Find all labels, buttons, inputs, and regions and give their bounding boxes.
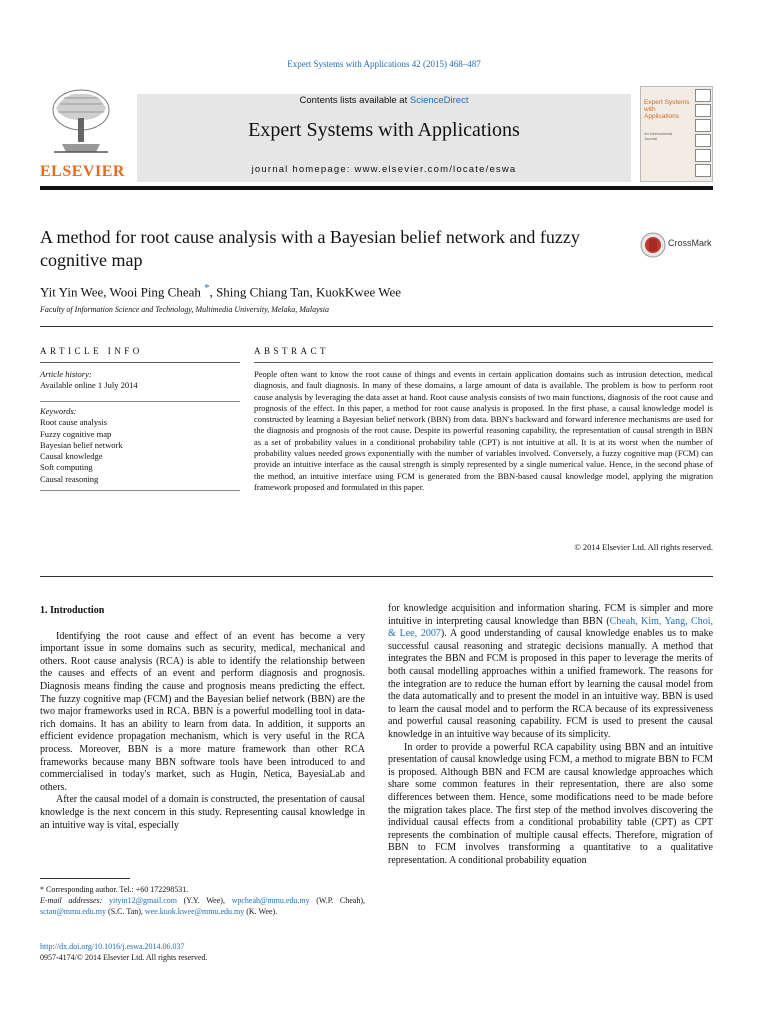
body-column-right: [388, 603, 713, 867]
body-paragraph: In order to provide a powerful RCA capability using BBN and an intuitive presentation of causal knowledge using FCM, a method to migrate BBN to FCM is proposed. Although BBN and FCM are causal knowledge approaches which share some common features in their representation, there are also some differences between them. Hence, some modifications need to be made before the migration takes place. The first step of the method involves discovering the individual causal effects from a conditional probability table (CPT) as CPT represents the combination of multiple causal effects. Therefore, migration of BBN to FCM involves transforming a quantitative to a qualitative representation. A conditional probability equation: [388, 741, 713, 866]
abstract-rule: [254, 362, 713, 363]
section-heading: 1. Introduction: [40, 605, 105, 616]
email-owner: (K. Wee).: [246, 907, 278, 916]
keyword-item: Bayesian belief network: [40, 439, 123, 450]
history-value: Available online 1 July 2014: [40, 380, 138, 390]
elsevier-wordmark: ELSEVIER: [40, 163, 125, 180]
journal-cover-thumbnail: [640, 86, 713, 182]
body-paragraph: Identifying the root cause and effect of an event has become a very important issue in some domains such as security, medical, mechanical and others. Root cause analysis (RCA) is able to identify the relationship between the causes and effects of an event and perform diagnosis and prognosis. Diagnosis means finding the cause and prognosis means predicting the effect. The fuzzy cognitive map (FCM) and the Bayesian belief network (BBN) are the two major frameworks used in RCA. BBN is a powerful modelling tool in data-rich domains. It has an ability to learn from data. In addition, it supports an efficient evidence propagation mechanism, which is very useful in the RCA process. Moreover, BBN is a more mature framework than other RCA frameworks because many BBN software tools have been introduced to and commercialised in today's market, such as Hugin, Netica, BayesiaLab and others.: [40, 630, 365, 793]
contents-prefix: Contents lists available at: [299, 95, 410, 106]
abstract-copyright: © 2014 Elsevier Ltd. All rights reserved.: [574, 542, 713, 552]
article-title: A method for root cause analysis with a Bayesian belief network and fuzzy cognitive map: [40, 227, 580, 270]
cover-title: Expert Systems with Applications: [644, 99, 690, 120]
affiliation-rule: [40, 326, 713, 327]
keywords-label: Keywords:: [40, 406, 77, 416]
cover-graphic: [695, 89, 711, 102]
history-label: Article history:: [40, 369, 92, 379]
abstract-heading: ABSTRACT: [254, 346, 330, 356]
homepage-prefix: journal homepage:: [251, 164, 355, 175]
sciencedirect-link[interactable]: ScienceDirect: [409, 95, 469, 106]
keyword-item: Soft computing: [40, 462, 93, 473]
authors-text: , Shing Chiang Tan, KuokKwee Wee: [209, 284, 402, 300]
cover-graphic: [695, 149, 711, 162]
email-footnote: [40, 895, 365, 917]
footnote-rule: [40, 878, 130, 879]
elsevier-logo: [40, 86, 125, 182]
keywords-rule: [40, 490, 240, 491]
email-label: E-mail addresses:: [40, 896, 109, 905]
email-link[interactable]: wpcheah@mmu.edu.my: [231, 896, 310, 905]
issn-line: 0957-4174/© 2014 Elsevier Ltd. All rights reserved.: [40, 953, 208, 962]
crossmark-label: CrossMark: [668, 238, 712, 248]
cover-graphic: [695, 104, 711, 117]
corresponding-footnote: [40, 884, 365, 895]
email-link[interactable]: sctan@mmu.edu.my: [40, 907, 107, 916]
cover-graphic: [695, 164, 711, 177]
doi-link[interactable]: http://dx.doi.org/10.1016/j.eswa.2014.06.037: [40, 942, 185, 951]
footnote-star: *: [40, 885, 44, 894]
keyword-item: Causal reasoning: [40, 473, 99, 484]
author-list: [40, 282, 700, 300]
article-info-heading: ARTICLE INFO: [40, 346, 143, 356]
article-info-rule: [40, 362, 240, 363]
keyword-item: Root cause analysis: [40, 417, 108, 428]
cover-graphic: [695, 119, 711, 132]
homepage-link[interactable]: www.elsevier.com/locate/eswa: [354, 164, 517, 175]
email-link[interactable]: yityin12@gmail.com: [108, 896, 177, 905]
keyword-item: Fuzzy cognitive map: [40, 428, 112, 439]
header-rule: [40, 186, 713, 190]
abstract-text: People often want to know the root cause of things and events in certain application domains such as intrusion detection, medical diagnosis, and fault diagnosis. In many of these domains, a large amount of data is available. The problem is how to perform root cause analysis by leveraging the data asset at hand. Root cause analysis consists of two main functions, diagnosis of the root cause and prognosis of the effect. In this paper, a method for root cause analysis is proposed. In the first phase, a causal knowledge model is constructed by learning a Bayesian belief network (BBN) from data. BBN's backward and forward inference mechanisms are used for the diagnosis and prognosis of the root cause. Despite its powerful reasoning capability, the representation of causal strength in BBN as a set of probability values in a conditional probability table (CPT) is not intuitive at all. It is at its worst when the number of probability values needed grows exponentially with the number of variables involved. Conversely, a fuzzy cognitive map (FCM) can provide an intuitive interface as the causal strength is simply represented by a single numerical value. Hence, in the second phase of the method, an intuitive interface using FCM is generated from the BBN-based causal knowledge model, applying the migration framework proposed and formulated in this paper.: [254, 369, 713, 492]
citation-link[interactable]: Cheah, Kim, Yang, Choi, & Lee, 2007: [388, 615, 713, 640]
elsevier-tree-icon: [48, 86, 114, 156]
crossmark-badge[interactable]: [640, 232, 720, 256]
email-owner: (W.P. Cheah),: [316, 896, 366, 905]
history-rule: [40, 401, 240, 402]
journal-reference[interactable]: Expert Systems with Applications 42 (2015) 468–487: [287, 59, 481, 69]
body-column-left: [40, 605, 365, 832]
abstract-end-rule: [40, 576, 713, 577]
body-paragraph: [388, 603, 713, 742]
email-link[interactable]: wee.kuok.kwee@mmu.edu.my: [144, 907, 245, 916]
cover-subtitle: An International Journal: [644, 131, 673, 141]
doi-block: [40, 941, 365, 963]
body-text: ). A good understanding of causal knowledge enables us to make successful causal reasoning and strategic decisions manually. A method that integrates the BBN and FCM is proposed in this paper to leverage the merits of both causal modelling approaches within a unified framework. The reasons for the integration are to reduce the human effort by learning the causal model from the data automatically and to present the model in an intuitive way. BBN is used to learn the causal model and to perform the RCA because of its expressiveness and powerful causal reasoning capability. FCM is used to present the causal knowledge in an intuitive way because of its simplicity.: [388, 628, 714, 740]
affiliation: Faculty of Information Science and Technology, Multimedia University, Melaka, Malaysia: [40, 305, 329, 314]
journal-homepage: [137, 164, 631, 175]
keywords-block: [40, 406, 240, 485]
journal-banner: [137, 94, 631, 182]
corresponding-author-mark[interactable]: *: [204, 282, 210, 294]
authors-text: Yit Yin Wee, Wooi Ping Cheah: [40, 284, 205, 300]
article-history: [40, 369, 240, 391]
crossmark-icon: [640, 232, 666, 258]
email-owner: (Y.Y. Wee),: [177, 896, 232, 905]
contents-line: [137, 95, 631, 106]
keyword-item: Causal knowledge: [40, 451, 103, 462]
cover-graphic: [695, 134, 711, 147]
email-owner: (S.C. Tan),: [106, 907, 145, 916]
footnote: [40, 884, 365, 917]
corresponding-text: Corresponding author. Tel.: +60 172298531.: [44, 885, 189, 894]
body-paragraph: After the causal model of a domain is constructed, the presentation of causal knowledge is the next concern in this study. Representing causal knowledge in an intuitive way is vital, especially: [40, 794, 365, 831]
body-text: for knowledge acquisition and information sharing. FCM is simpler and more intuitive in interpreting causal knowledge than BBN (: [388, 603, 713, 627]
journal-title: Expert Systems with Applications: [248, 119, 520, 141]
